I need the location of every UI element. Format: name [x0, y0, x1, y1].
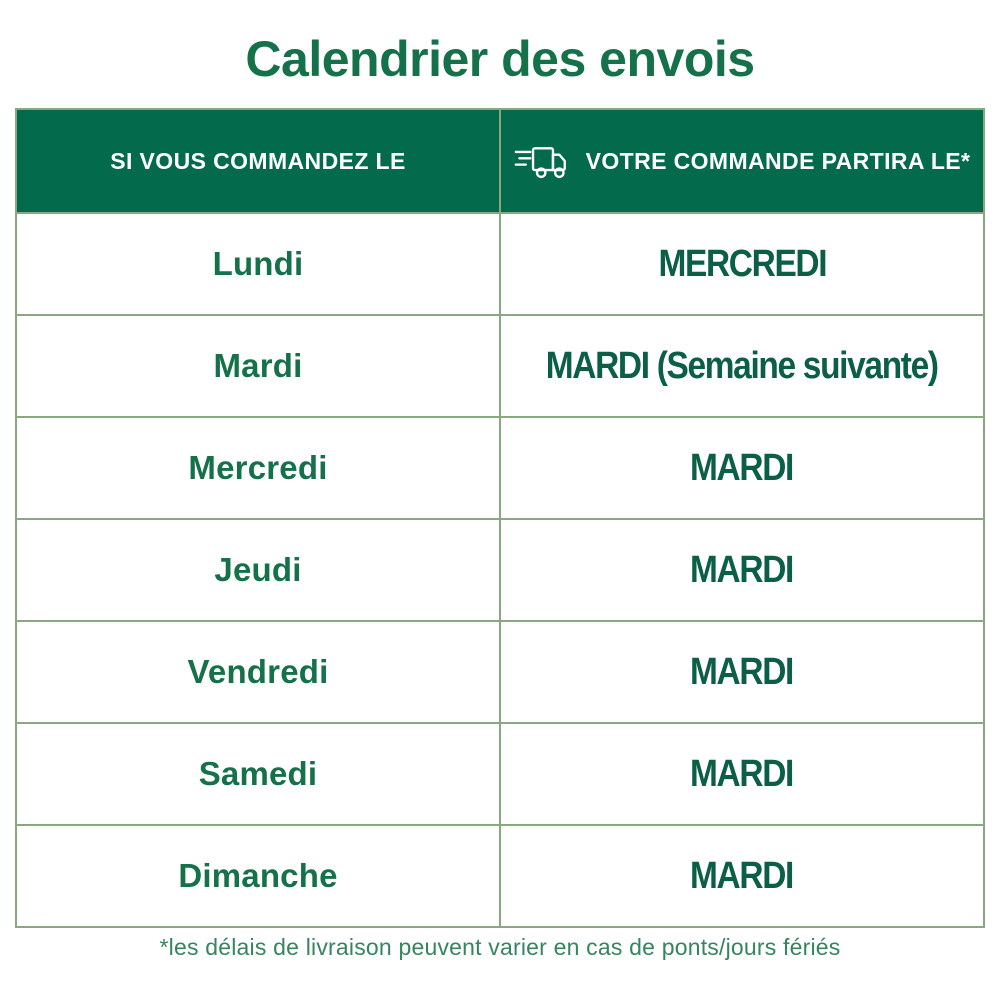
column-header-ship-day: [501, 110, 983, 212]
table-row-day: Lundi: [17, 214, 499, 314]
table-row-day: Dimanche: [17, 826, 499, 926]
delivery-disclaimer: *les délais de livraison peuvent varier en cas de ponts/jours fériés: [159, 934, 841, 960]
table-row-ship: [501, 316, 983, 416]
table-row-day: Samedi: [17, 724, 499, 824]
table-row-day: Mardi: [17, 316, 499, 416]
table-row-ship: [501, 214, 983, 314]
table-row-ship: [501, 724, 983, 824]
table-row-day: Mercredi: [17, 418, 499, 518]
column-header-order-day: [17, 110, 499, 212]
column-header-order-day-label: SI VOUS COMMANDEZ LE: [110, 147, 406, 174]
ship-value: MARDI: [690, 446, 794, 489]
page-title: Calendrier des envois: [245, 31, 755, 87]
ship-value: MERCREDI: [658, 242, 826, 285]
table-row-day: Jeudi: [17, 520, 499, 620]
ship-value: MARDI: [690, 548, 794, 591]
table-row-ship: [501, 622, 983, 722]
shipping-table: [15, 108, 985, 928]
ship-value: MARDI: [690, 752, 794, 795]
ship-value: MARDI: [690, 650, 794, 693]
column-header-ship-day-label: VOTRE COMMANDE PARTIRA LE*: [585, 147, 971, 174]
table-row-day: Vendredi: [17, 622, 499, 722]
table-row-ship: [501, 418, 983, 518]
shipping-truck-icon: [514, 141, 572, 181]
table-row-ship: [501, 520, 983, 620]
ship-value: MARDI (Semaine suivante): [545, 344, 938, 387]
ship-value: MARDI: [690, 854, 794, 897]
table-row-ship: [501, 826, 983, 926]
